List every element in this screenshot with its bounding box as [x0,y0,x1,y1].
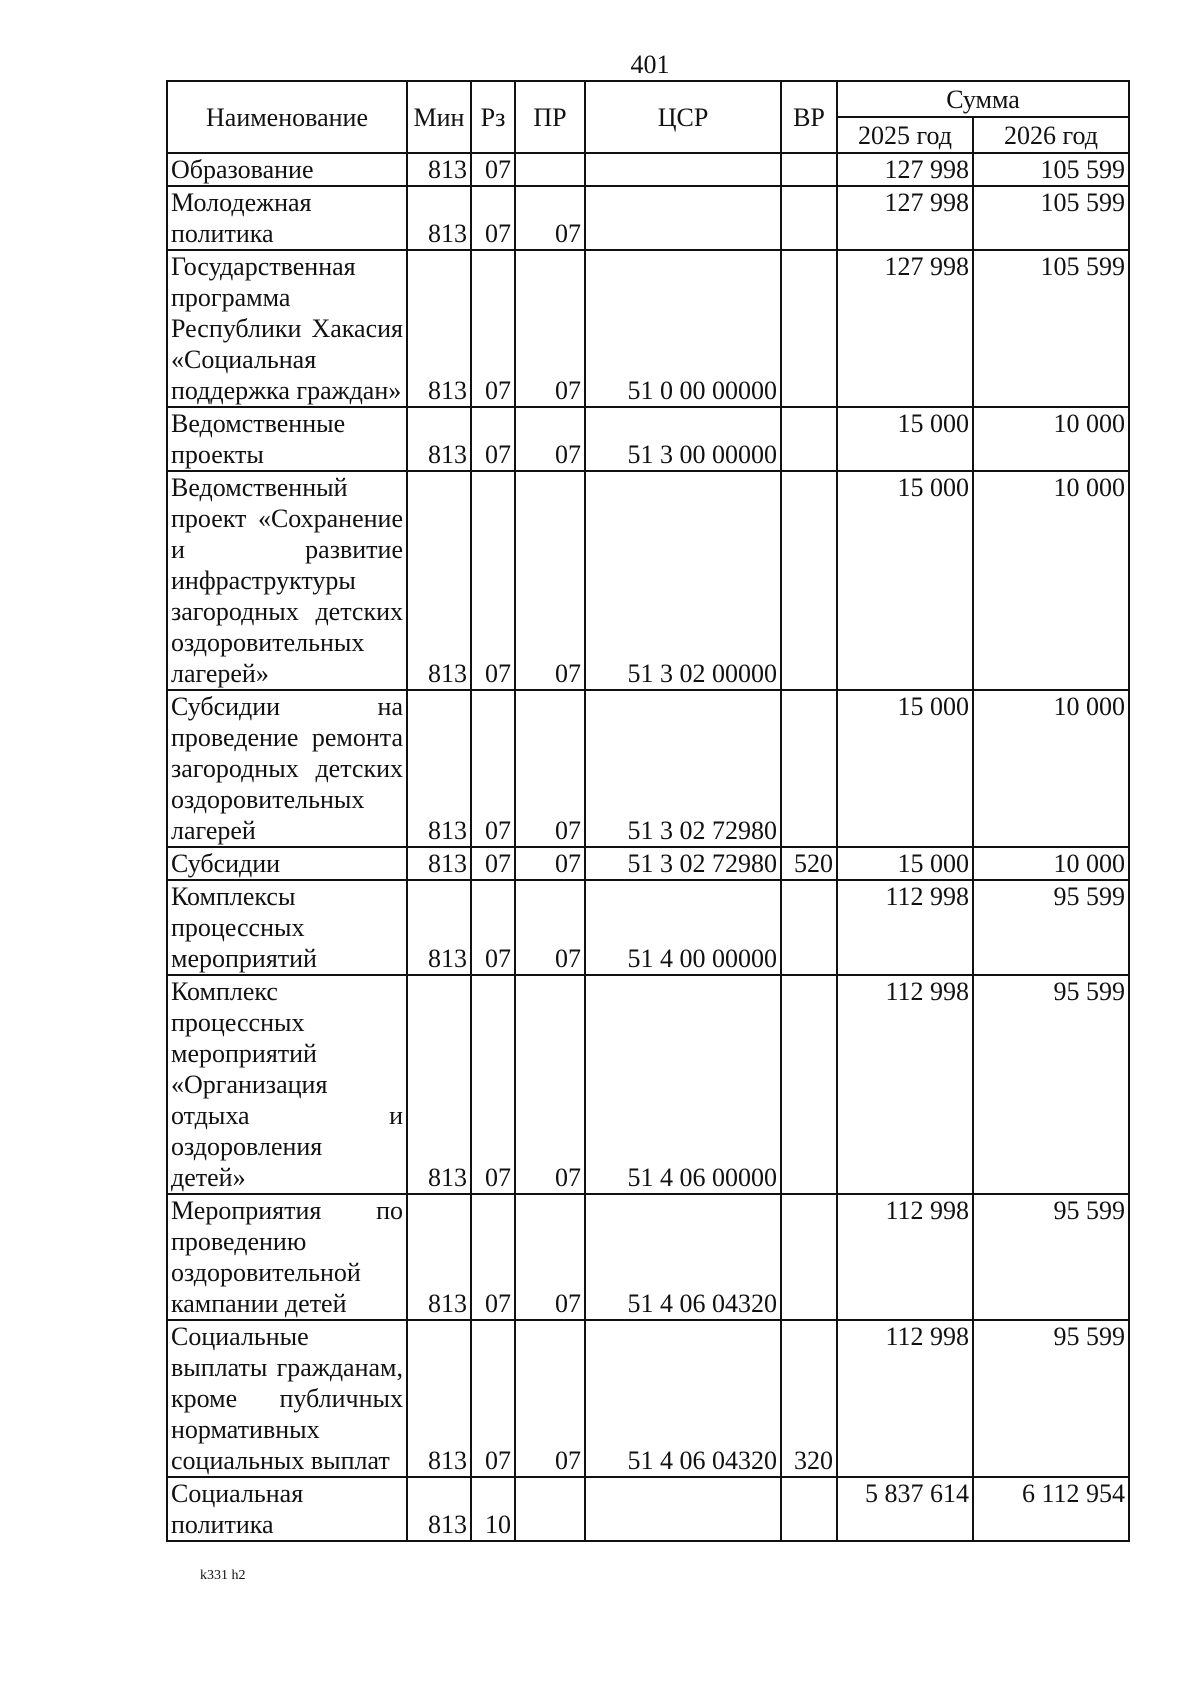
cell-csr [585,186,781,250]
cell-csr: 51 4 06 04320 [585,1320,781,1477]
cell-sum-2026: 6 112 954 [973,1477,1129,1541]
table-row [167,847,1129,880]
table-row [167,407,1129,471]
cell-sum-2026: 10 000 [973,407,1129,471]
cell-sum-2025: 112 998 [837,1320,973,1477]
cell-csr: 51 3 02 72980 [585,690,781,847]
cell-min: 813 [407,186,471,250]
cell-vr [781,250,837,407]
cell-name: Социальные выплаты гражданам, кроме публичных нормативных социальных выплат [167,1320,407,1477]
header-rz: Рз [471,81,515,153]
cell-sum-2025: 127 998 [837,250,973,407]
cell-min: 813 [407,1194,471,1320]
budget-body [167,153,1129,1541]
cell-min: 813 [407,847,471,880]
cell-vr [781,1194,837,1320]
cell-vr: 320 [781,1320,837,1477]
cell-sum-2026: 95 599 [973,975,1129,1194]
table-row [167,250,1129,407]
table-row [167,186,1129,250]
cell-min: 813 [407,250,471,407]
cell-csr [585,153,781,186]
cell-vr [781,186,837,250]
cell-name: Комплексы процессных мероприятий [167,880,407,975]
cell-sum-2025: 112 998 [837,880,973,975]
cell-sum-2026: 10 000 [973,847,1129,880]
table-row [167,153,1129,186]
header-pr: ПР [515,81,585,153]
cell-vr: 520 [781,847,837,880]
header-year-2025: 2025 год [837,117,973,153]
budget-table [166,80,1130,1542]
cell-name: Субсидии [167,847,407,880]
cell-sum-2026: 105 599 [973,250,1129,407]
cell-name: Образование [167,153,407,186]
cell-sum-2025: 112 998 [837,1194,973,1320]
header-min: Мин [407,81,471,153]
cell-csr: 51 4 06 04320 [585,1194,781,1320]
cell-pr: 07 [515,1320,585,1477]
cell-name: Социальная политика [167,1477,407,1541]
cell-sum-2026: 95 599 [973,880,1129,975]
page-number: 401 [630,50,670,79]
cell-name: Ведомственный проект «Сохранение и развитие инфраструктуры загородных детских оздоровительных лагерей» [167,471,407,690]
header-csr: ЦСР [585,81,781,153]
cell-pr: 07 [515,690,585,847]
cell-rz: 07 [471,153,515,186]
cell-rz: 07 [471,690,515,847]
cell-csr [585,1477,781,1541]
cell-pr: 07 [515,1194,585,1320]
cell-sum-2025: 15 000 [837,847,973,880]
cell-rz: 07 [471,250,515,407]
cell-csr: 51 3 00 00000 [585,407,781,471]
header-vr: ВР [781,81,837,153]
table-row [167,975,1129,1194]
cell-csr: 51 4 00 00000 [585,880,781,975]
header-name: Наименование [167,81,407,153]
table-row [167,1194,1129,1320]
cell-min: 813 [407,471,471,690]
cell-rz: 07 [471,1320,515,1477]
cell-sum-2026: 105 599 [973,186,1129,250]
cell-rz: 07 [471,407,515,471]
cell-vr [781,153,837,186]
cell-vr [781,690,837,847]
cell-sum-2025: 127 998 [837,186,973,250]
table-row [167,1477,1129,1541]
cell-vr [781,471,837,690]
cell-rz: 07 [471,847,515,880]
cell-rz: 07 [471,186,515,250]
cell-pr: 07 [515,975,585,1194]
cell-min: 813 [407,975,471,1194]
cell-name: Комплекс процессных мероприятий «Организация отдыха и оздоровления детей» [167,975,407,1194]
cell-rz: 07 [471,471,515,690]
cell-min: 813 [407,690,471,847]
cell-pr: 07 [515,250,585,407]
cell-name: Государственная программа Республики Хакасия «Социальная поддержка граждан» [167,250,407,407]
cell-pr: 07 [515,471,585,690]
cell-sum-2025: 15 000 [837,471,973,690]
header-year-2026: 2026 год [973,117,1129,153]
cell-rz: 07 [471,880,515,975]
cell-sum-2026: 95 599 [973,1194,1129,1320]
cell-vr [781,880,837,975]
cell-sum-2026: 95 599 [973,1320,1129,1477]
cell-csr: 51 3 02 72980 [585,847,781,880]
cell-vr [781,975,837,1194]
cell-name: Мероприятия по проведению оздоровительной кампании детей [167,1194,407,1320]
cell-sum-2026: 10 000 [973,471,1129,690]
cell-name: Молодежная политика [167,186,407,250]
cell-pr [515,1477,585,1541]
table-row [167,880,1129,975]
cell-min: 813 [407,1477,471,1541]
header-row [167,81,1129,117]
cell-pr: 07 [515,186,585,250]
cell-min: 813 [407,1320,471,1477]
cell-sum-2026: 10 000 [973,690,1129,847]
cell-min: 813 [407,407,471,471]
cell-vr [781,407,837,471]
table-row [167,471,1129,690]
cell-csr: 51 4 06 00000 [585,975,781,1194]
cell-name: Субсидии на проведение ремонта загородных детских оздоровительных лагерей [167,690,407,847]
cell-csr: 51 0 00 00000 [585,250,781,407]
footer-code: k331 h2 [200,1568,246,1583]
cell-pr: 07 [515,880,585,975]
cell-sum-2025: 112 998 [837,975,973,1194]
cell-min: 813 [407,153,471,186]
cell-name: Ведомственные проекты [167,407,407,471]
cell-rz: 10 [471,1477,515,1541]
cell-pr: 07 [515,847,585,880]
cell-pr: 07 [515,407,585,471]
cell-sum-2025: 15 000 [837,407,973,471]
cell-sum-2025: 127 998 [837,153,973,186]
cell-vr [781,1477,837,1541]
table-row [167,690,1129,847]
cell-rz: 07 [471,1194,515,1320]
cell-csr: 51 3 02 00000 [585,471,781,690]
cell-sum-2025: 5 837 614 [837,1477,973,1541]
header-sum: Сумма [837,81,1129,117]
cell-min: 813 [407,880,471,975]
cell-sum-2025: 15 000 [837,690,973,847]
cell-pr [515,153,585,186]
cell-rz: 07 [471,975,515,1194]
cell-sum-2026: 105 599 [973,153,1129,186]
table-row [167,1320,1129,1477]
